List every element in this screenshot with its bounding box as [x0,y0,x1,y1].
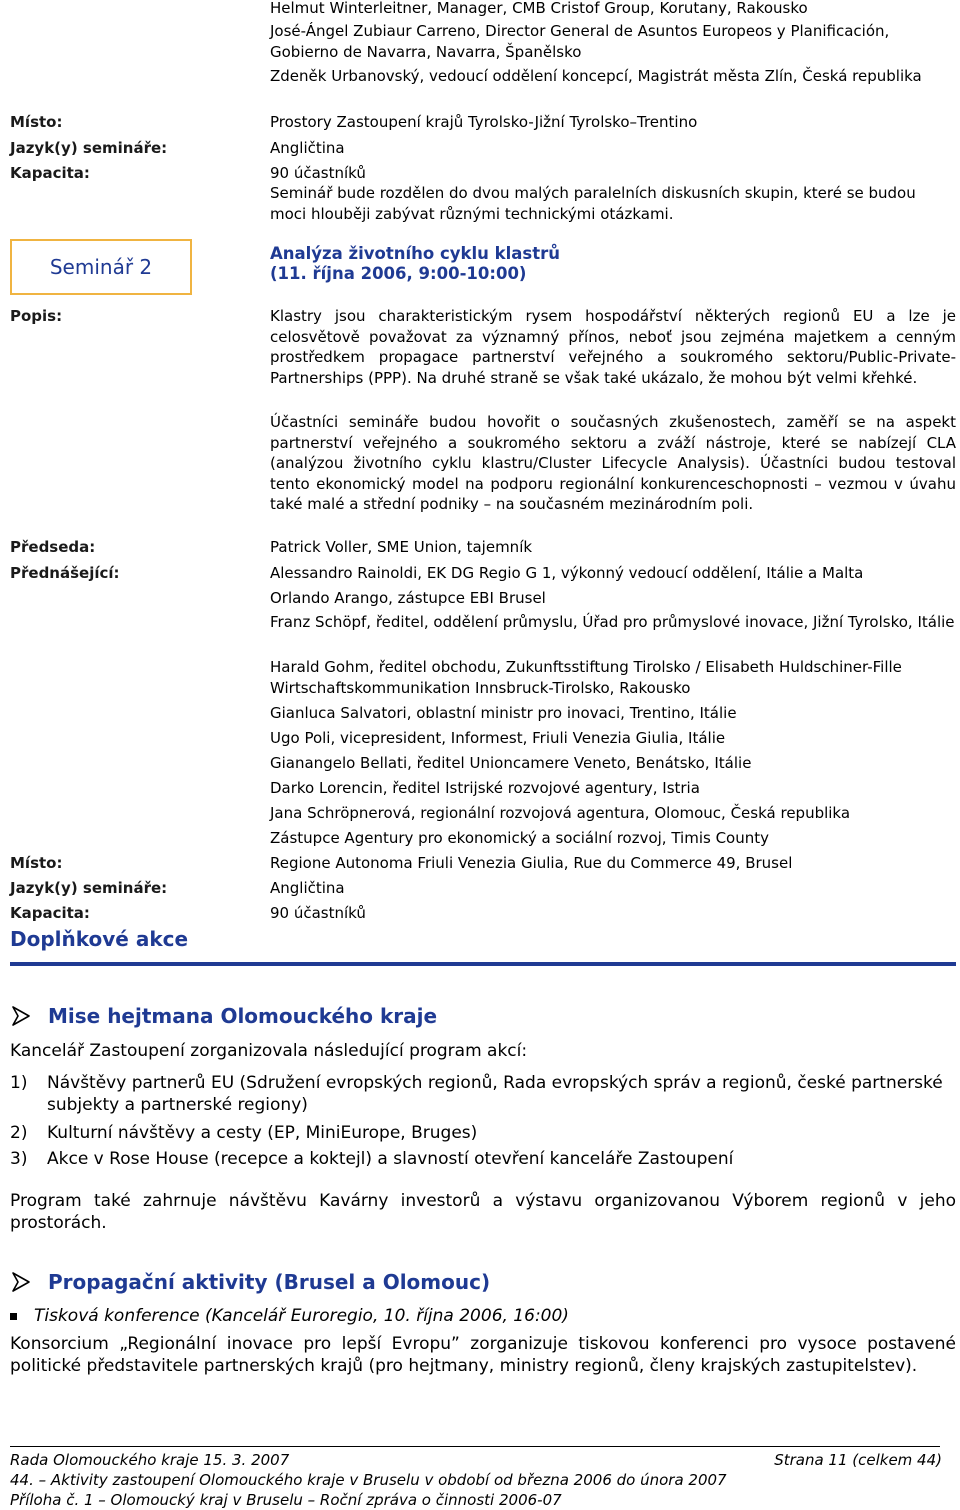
propagace-heading-text: Propagační aktivity (Brusel a Olomouc) [48,1270,491,1294]
list-number: 2) [10,1123,28,1143]
propagace-heading [10,1270,490,1294]
press-conference-item [10,1305,956,1327]
capacity-label: Kapacita: [10,164,90,182]
footer-left: Rada Olomouckého kraje 15. 3. 2007 [10,1451,290,1469]
speaker-item: Darko Lorencin, ředitel Istrijské rozvojové agentury, Istria [270,779,700,797]
speaker-line: Zdeněk Urbanovský, vedoucí oddělení koncepcí, Magistrát města Zlín, Česká republika [270,67,922,85]
place-label: Místo: [10,854,63,872]
propagace-text: Konsorcium „Regionální inovace pro lepší Evropu” zorganizuje tiskovou konferenci pro vysoce postavené politické představitele partnerských krajů (pro hejtmany, ministry regionů, členy krajských zastupitelstev). [10,1334,956,1376]
speaker-item: Orlando Arango, zástupce EBI Brusel [270,589,546,607]
footer-line-2: 44. – Aktivity zastoupení Olomouckého kraje v Bruselu v období od března 2006 do února 2007 [10,1471,727,1489]
square-bullet-icon [10,1313,17,1320]
place-value: Prostory Zastoupení krajů Tyrolsko-Jižní Tyrolsko–Trentino [270,113,698,131]
seminar-2-heading [270,244,560,284]
mise-heading-text: Mise hejtmana Olomouckého kraje [48,1004,438,1028]
chair-label: Předseda: [10,538,96,556]
language-value: Angličtina [270,879,345,897]
list-text: Kulturní návštěvy a cesty (EP, MiniEurope, Bruges) [47,1123,478,1143]
description-paragraph: Účastníci semináře budou hovořit o současných zkušenostech, zaměří se na aspekt partnerství veřejného a soukromého sektoru a zváží nástroje, které se nabízejí CLA (analýzou životního cyklu klastru/Cluster Lifecycle Analysis). Účastníci budou testoval tento ekonomický model na podporu regionální konkurenceschopnosti – vezmou v úvahu také malé a střední podniky – na současném mezinárodním poli. [270,413,956,513]
speaker-item: Franz Schöpf, ředitel, oddělení průmyslu, Úřad pro průmyslové inovace, Jižní Tyrolsko, Itálie [270,613,955,631]
place-label: Místo: [10,113,63,131]
speaker-item: Jana Schröpnerová, regionální rozvojová agentura, Olomouc, Česká republika [270,804,851,822]
speaker-item: Gianluca Salvatori, oblastní ministr pro inovaci, Trentino, Itálie [270,704,737,722]
footer-page: Strana 11 (celkem 44) [774,1451,942,1469]
place-value: Regione Autonoma Friuli Venezia Giulia, Rue du Commerce 49, Brusel [270,854,793,872]
mise-list-item [10,1148,956,1170]
arrow-bullet-icon [10,1271,32,1293]
mise-list-item [10,1122,956,1144]
capacity-value: 90 účastníků [270,164,366,182]
list-text: Návštěvy partnerů EU (Sdružení evropských regionů, Rada evropských správ a regionů, české partnerské subjekty a partnerské regiony) [47,1073,943,1115]
seminar-note: Seminář bude rozdělen do dvou malých paralelních diskusních skupin, které se budou moci hlouběji zabývat různými technickými otázkami. [270,184,916,223]
footer-line-3: Příloha č. 1 – Olomoucký kraj v Bruselu – Roční zpráva o činnosti 2006-07 [10,1491,562,1509]
mise-list-item [10,1072,956,1116]
press-conference-text: Tisková konference (Kancelář Euroregio, 10. října 2006, 16:00) [34,1306,569,1326]
language-value: Angličtina [270,139,345,157]
speaker-item: Alessandro Rainoldi, EK DG Regio G 1, výkonný vedoucí oddělení, Itálie a Malta [270,564,864,582]
seminar-2-date: (11. října 2006, 9:00-10:00) [270,264,527,283]
seminar-2-box [10,239,192,295]
speakers-label: Přednášející: [10,564,120,582]
seminar-2-title: Seminář 2 [49,255,153,279]
speaker-line: Helmut Winterleitner, Manager, CMB Cristof Group, Korutany, Rakousko [270,0,808,17]
mise-intro: Kancelář Zastoupení zorganizovala následující program akcí: [10,1041,528,1061]
language-label: Jazyk(y) semináře: [10,139,168,157]
mise-heading [10,1004,437,1028]
speaker-item: Zástupce Agentury pro ekonomický a sociální rozvoj, Timis County [270,829,769,847]
speaker-item: Ugo Poli, vicepresident, Informest, Friuli Venezia Giulia, Itálie [270,729,726,747]
mise-outro: Program také zahrnuje návštěvu Kavárny investorů a výstavu organizovanou Výborem regionů v jeho prostorách. [10,1191,956,1233]
arrow-bullet-icon [10,1005,32,1027]
speaker-line: José-Ángel Zubiaur Carreno, Director General de Asuntos Europeos y Planificación, Gobierno de Navarra, Navarra, Španělsko [270,22,890,61]
chair-value: Patrick Voller, SME Union, tajemník [270,538,533,556]
list-number: 1) [10,1073,28,1093]
section-divider [10,962,956,966]
speaker-item: Gianangelo Bellati, ředitel Unioncamere Veneto, Benátsko, Itálie [270,754,752,772]
seminar-2-topic: Analýza životního cyklu klastrů [270,244,561,263]
capacity-value: 90 účastníků [270,904,366,922]
capacity-label: Kapacita: [10,904,90,922]
description-paragraph: Klastry jsou charakteristickým rysem hospodářství některých regionů EU a lze je celosvětově považovat za významný přínos, neboť jsou zejména majetkem a cenným prostředkem propagace partnerství veřejného a soukromého sektoru/Public-Private-Partnerships (PPP). Na druhé straně se však také ukázalo, že mohou být velmi křehké. [270,307,956,387]
list-text: Akce v Rose House (recepce a koktejl) a slavností otevření kanceláře Zastoupení [47,1149,734,1169]
speaker-item: Harald Gohm, ředitel obchodu, Zukunftsstiftung Tirolsko / Elisabeth Huldschiner-Fille Wirtschaftskommunikation Innsbruck-Tirolsko, Rakousko [270,658,902,697]
footer-divider [10,1446,940,1447]
additional-events-heading: Doplňkové akce [10,927,189,951]
list-number: 3) [10,1149,28,1169]
description-label: Popis: [10,307,63,325]
language-label: Jazyk(y) semináře: [10,879,168,897]
